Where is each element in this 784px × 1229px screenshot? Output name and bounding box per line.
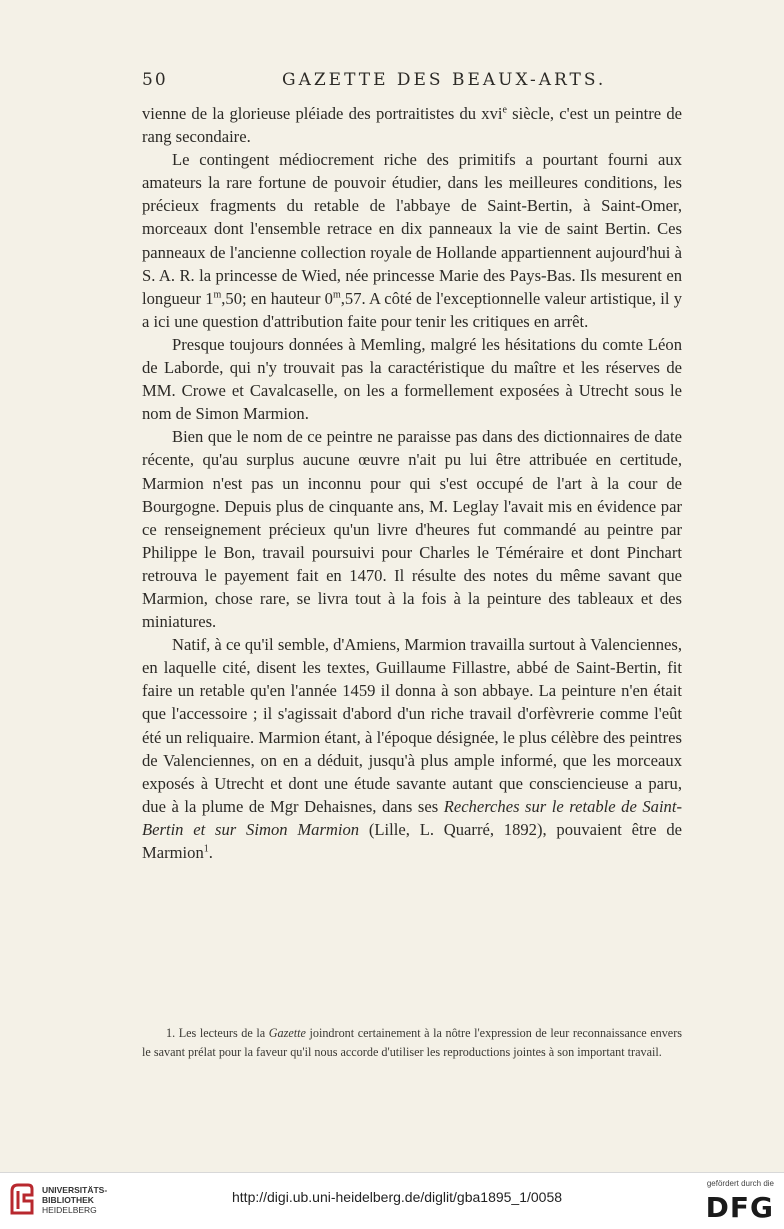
footnote-part: joindront certainement à la nôtre l'expression de leur reconnaissance envers le savant prélat pour la faveur qu'il nous accorde d'utiliser les reproductions jointes à son important travail. (142, 1026, 683, 1059)
footnote-marker: 1. (166, 1026, 176, 1040)
library-logo-icon[interactable] (8, 1181, 36, 1217)
superscript: m (213, 289, 222, 301)
funded-by-label: gefördert durch die (706, 1179, 774, 1188)
superscript: m (332, 289, 341, 301)
paragraph (142, 102, 682, 148)
library-name (42, 1185, 107, 1215)
book-title: Recherches sur le retable de Saint-Bertin et sur Simon Marmion (142, 796, 682, 839)
library-name-line: HEIDELBERG (42, 1205, 97, 1215)
page-number: 50 (142, 70, 168, 90)
paragraph (142, 425, 682, 633)
journal-title: GAZETTE DES BEAUX-ARTS. (282, 70, 607, 90)
footnote-ref[interactable]: 1 (203, 843, 209, 855)
dfg-logo-icon[interactable]: DFG (705, 1191, 774, 1224)
paragraph-text: vienne de la glorieuse pléiade des portraitistes du xvi (142, 104, 503, 123)
paragraph-text: Presque toujours données à Memling, malgré les hésitations du comte Léon de Laborde, qui n'y trouvait pas la caractéristique du maître et les réserves de MM. Crowe et Cavalcaselle, on les a formellement exposées à Utrecht sous le nom de Simon Marmion. (142, 334, 682, 424)
footnote-text (142, 1024, 682, 1062)
running-header (142, 70, 682, 96)
footnote-part: Les lecteurs de la (175, 1026, 269, 1040)
library-name-line: BIBLIOTHEK (42, 1195, 94, 1205)
paragraph-text: ,50; en hauteur 0 (221, 288, 333, 308)
library-name-line: UNIVERSITÄTS- (42, 1185, 108, 1195)
article-body (142, 102, 682, 864)
paragraph (142, 148, 682, 333)
paragraph (142, 333, 682, 425)
paragraph-text: Le contingent médiocrement riche des primitifs a pourtant fourni aux amateurs la rare fortune de pouvoir étudier, dans les meilleures conditions, les précieux fragments du retable de l'abbaye de Saint-Bertin, à Saint-Omer, morceaux dont l'ensemble retrace en dix panneaux la vie de saint Bertin. Ces panneaux de l'ancienne collection royale de Hollande appartiennent aujourd'hui à S. A. R. la princesse de Wied, née princesse Marie des Pays-Bas. Ils mesurent en longueur 1 (142, 150, 682, 308)
paragraph (142, 633, 682, 864)
paragraph-text: siècle, c'est un peintre de rang secondaire. (142, 104, 682, 147)
superscript: e (502, 104, 507, 116)
paragraph-text: ,57. A côté de l'exceptionnelle valeur artistique, il y a ici une question d'attribution faite pour tenir les critiques en arrêt. (142, 288, 682, 331)
paragraph-text: Bien que le nom de ce peintre ne paraisse pas dans des dictionnaires de date récente, qu'au surplus aucune œuvre n'ait pu lui être attribuée en certitude, Marmion n'est pas un inconnu pour qui s'est occupé de l'art à la cour de Bourgogne. Depuis plus de cinquante ans, M. Leglay l'avait mis en évidence par ce renseignement précieux qu'un livre d'heures fut commandé au peintre par Philippe le Bon, travail poursuivi pour Charles le Téméraire et dont Pinchart retrouva le payement fait en 1470. Il résulte des notes du même savant que Marmion, chose rare, se livra tout à la fois à la peinture des tableaux et des miniatures. (142, 427, 682, 632)
paragraph-text: (Lille, L. Quarré, 1892), pouvaient être de Marmion (142, 819, 682, 862)
paragraph-text: Natif, à ce qu'il semble, d'Amiens, Marmion travailla surtout à Valenciennes, en laquelle cité, disent les textes, Guillaume Fillastre, abbé de Saint-Bertin, fit faire un retable qu'en l'année 1459 il donna à son abbaye. La peinture n'en était que l'accessoire ; il s'agissait d'abord d'un riche travail d'orfèvrerie comme l'eût été un reliquaire. Marmion étant, à l'époque désignée, le plus célèbre des peintres de Valenciennes, on en a déduit, jusqu'à plus ample informé, que les morceaux exposés à Utrecht et dont une étude savante autant que consciencieuse a paru, due à la plume de Mgr Dehaisnes, dans ses (142, 635, 682, 816)
permalink[interactable]: http://digi.ub.uni-heidelberg.de/diglit/gba1895_1/0058 (232, 1189, 563, 1205)
paragraph-text: . (208, 843, 213, 862)
footnote-italic: Gazette (268, 1026, 306, 1040)
digitization-footer (0, 1172, 784, 1229)
footnote (142, 1024, 682, 1062)
